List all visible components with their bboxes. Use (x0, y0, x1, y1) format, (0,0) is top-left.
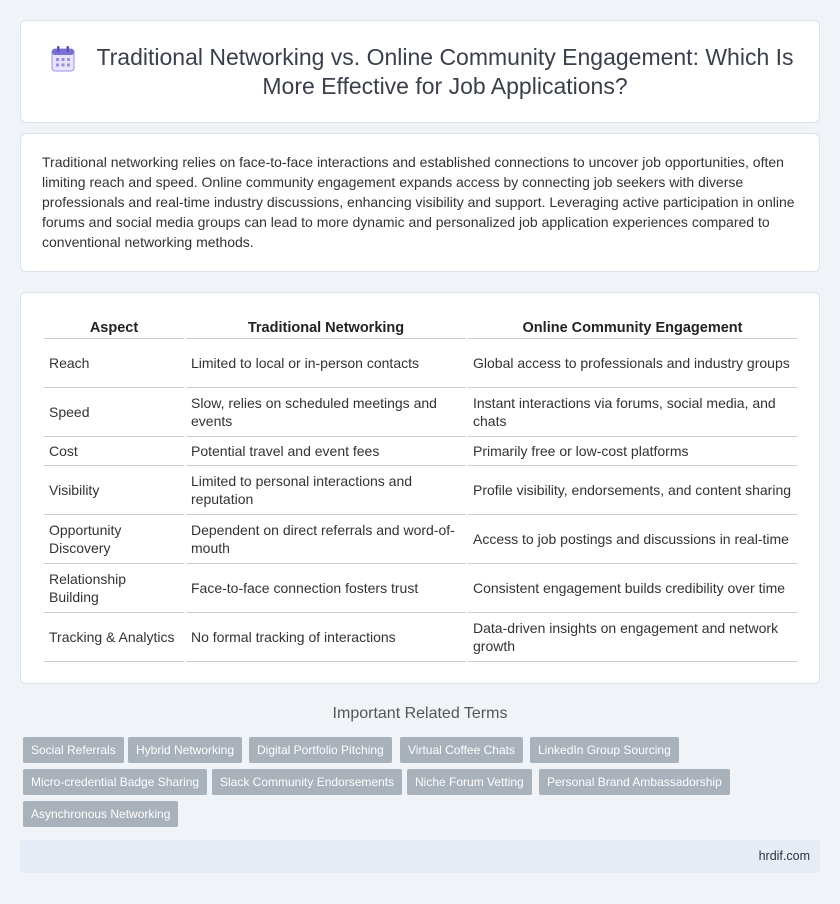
table-row (44, 466, 797, 515)
tag-asynchronous-networking[interactable]: Asynchronous Networking (23, 801, 178, 827)
row-traditional: Potential travel and event fees (186, 437, 466, 466)
comparison-table-card (20, 292, 820, 684)
row-online: Consistent engagement builds credibility over time (468, 564, 797, 613)
column-header-traditional: Traditional Networking (186, 315, 466, 339)
table-row (44, 437, 797, 466)
table-row (44, 613, 797, 662)
row-traditional: Limited to personal interactions and reputation (186, 466, 466, 515)
row-traditional: No formal tracking of interactions (186, 613, 466, 662)
row-traditional: Dependent on direct referrals and word-of-mouth (186, 515, 466, 564)
row-aspect: Opportunity Discovery (44, 515, 184, 564)
tag-micro-credential-badge-sharing[interactable]: Micro-credential Badge Sharing (23, 769, 207, 795)
column-header-online: Online Community Engagement (468, 315, 797, 339)
row-traditional: Slow, relies on scheduled meetings and events (186, 388, 466, 437)
table-row (44, 388, 797, 437)
column-header-aspect: Aspect (44, 315, 184, 339)
row-online: Access to job postings and discussions in real-time (468, 515, 797, 564)
tag-niche-forum-vetting[interactable]: Niche Forum Vetting (407, 769, 532, 795)
comparison-table (42, 315, 799, 662)
tag-hybrid-networking[interactable]: Hybrid Networking (128, 737, 242, 763)
tag-linkedin-group-sourcing[interactable]: LinkedIn Group Sourcing (530, 737, 679, 763)
title-card (20, 20, 820, 123)
row-aspect: Reach (44, 339, 184, 388)
table-row (44, 564, 797, 613)
row-aspect: Cost (44, 437, 184, 466)
row-aspect: Visibility (44, 466, 184, 515)
row-online: Instant interactions via forums, social media, and chats (468, 388, 797, 437)
table-header-row (44, 315, 797, 339)
tag-slack-community-endorsements[interactable]: Slack Community Endorsements (212, 769, 402, 795)
row-online: Data-driven insights on engagement and network growth (468, 613, 797, 662)
row-aspect: Speed (44, 388, 184, 437)
row-traditional: Limited to local or in-person contacts (186, 339, 466, 388)
row-aspect: Tracking & Analytics (44, 613, 184, 662)
tag-digital-portfolio-pitching[interactable]: Digital Portfolio Pitching (249, 737, 392, 763)
row-aspect: Relationship Building (44, 564, 184, 613)
tag-virtual-coffee-chats[interactable]: Virtual Coffee Chats (400, 737, 523, 763)
tag-personal-brand-ambassadorship[interactable]: Personal Brand Ambassadorship (539, 769, 730, 795)
related-terms-heading: Important Related Terms (332, 705, 508, 722)
row-online: Primarily free or low-cost platforms (468, 437, 797, 466)
row-traditional: Face-to-face connection fosters trust (186, 564, 466, 613)
page-title: Traditional Networking vs. Online Community Engagement: Which Is More Effective for Job Applications? (96, 43, 794, 99)
footer-site-link[interactable]: hrdif.com (758, 849, 810, 863)
footer (20, 840, 820, 873)
row-online: Profile visibility, endorsements, and content sharing (468, 466, 797, 515)
table-row (44, 515, 797, 564)
table-row (44, 339, 797, 388)
row-online: Global access to professionals and industry groups (468, 339, 797, 388)
intro-card (20, 133, 820, 272)
intro-paragraph: Traditional networking relies on face-to-face interactions and established connections to uncover job opportunities, often limiting reach and speed. Online community engagement expands access by connecting job seekers with diverse professionals and real-time industry discussions, enhancing visibility and support. Leveraging active participation in online forums and social media groups can lead to more dynamic and personalized job application experiences compared to conventional networking methods. (42, 154, 795, 250)
tag-social-referrals[interactable]: Social Referrals (23, 737, 124, 763)
